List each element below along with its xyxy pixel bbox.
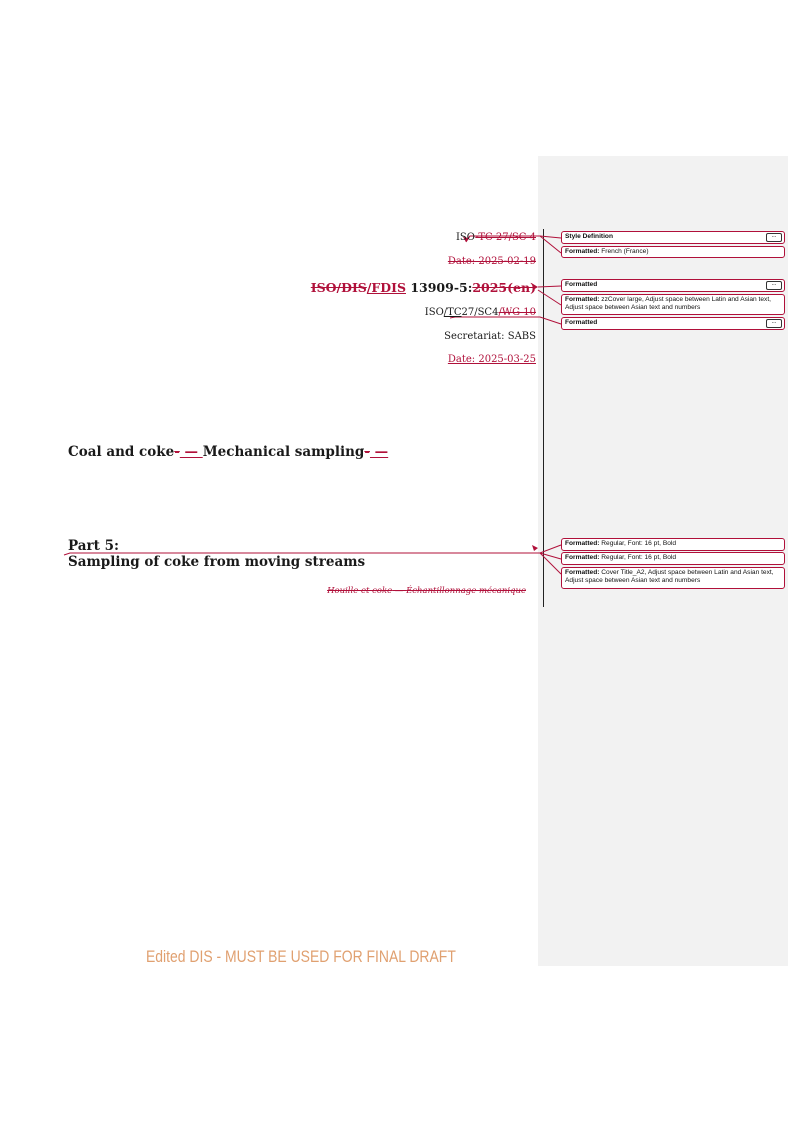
part-title: Sampling of coke from moving streams bbox=[68, 554, 366, 570]
comment-label: Formatted: bbox=[565, 569, 600, 576]
french-title-sep: — bbox=[392, 586, 407, 596]
header-date-deleted bbox=[300, 256, 536, 267]
committee-deleted: /WG 10 bbox=[498, 307, 536, 318]
connector-4 bbox=[538, 290, 561, 305]
docnum-inserted-prefix: /FDIS bbox=[366, 280, 406, 295]
comment-balloon-formatted-french[interactable] bbox=[561, 246, 785, 258]
comment-balloon-formatted-zzcover[interactable] bbox=[561, 294, 785, 315]
comment-label: Formatted bbox=[565, 319, 598, 326]
more-button[interactable]: ... bbox=[766, 281, 782, 290]
comment-balloon-formatted[interactable] bbox=[561, 279, 785, 292]
title-part-a: Coal and coke bbox=[68, 444, 175, 460]
connector-3 bbox=[538, 286, 561, 287]
comment-label: Formatted: bbox=[565, 554, 600, 561]
comment-balloon-formatted-regular-2[interactable] bbox=[561, 552, 785, 565]
comment-text: Regular, Font: 16 pt, Bold bbox=[599, 540, 677, 547]
comment-balloon-formatted-cover-title[interactable] bbox=[561, 567, 785, 589]
connector-2 bbox=[540, 236, 561, 253]
comment-label: Formatted: bbox=[565, 540, 600, 547]
comment-label: Formatted: bbox=[565, 248, 600, 255]
french-title bbox=[250, 586, 526, 596]
secretariat-text: Secretariat: SABS bbox=[444, 331, 536, 342]
comment-text: Cover Title_A2, Adjust space between Latin and Asian text, Adjust space between Asian text and numbers bbox=[565, 569, 774, 584]
title-deleted-1: - bbox=[174, 444, 180, 460]
comment-text: zzCover large, Adjust space between Latin and Asian text, Adjust space between Asian text and numbers bbox=[565, 296, 771, 311]
comment-balloon-formatted-2[interactable] bbox=[561, 317, 785, 330]
docnum-deleted-suffix: 2025(en) bbox=[472, 280, 536, 295]
secretariat bbox=[300, 331, 536, 342]
committee-body: 27/SC4 bbox=[461, 307, 499, 318]
document-number bbox=[250, 280, 536, 295]
header-date-inserted bbox=[300, 354, 536, 365]
committee-inserted: /TC bbox=[443, 307, 462, 318]
french-title-a: Houille et coke bbox=[327, 586, 393, 596]
committee-line bbox=[300, 307, 536, 318]
comment-text: French (France) bbox=[599, 248, 649, 255]
title-deleted-2: - bbox=[364, 444, 370, 460]
title-inserted-1: — bbox=[179, 444, 203, 460]
more-button[interactable]: ... bbox=[766, 319, 782, 328]
docnum-number: 13909-5: bbox=[405, 280, 473, 295]
comment-balloon-style-definition[interactable] bbox=[561, 231, 785, 244]
part-heading bbox=[68, 538, 538, 570]
french-title-b: Échantillonnage mécanique bbox=[406, 586, 526, 596]
watermark: Edited DIS - MUST BE USED FOR FINAL DRAFT bbox=[146, 947, 456, 966]
comment-text: Regular, Font: 16 pt, Bold bbox=[599, 554, 677, 561]
comment-label: Formatted: bbox=[565, 296, 600, 303]
main-title bbox=[68, 444, 538, 460]
comment-label: Formatted bbox=[565, 281, 598, 288]
more-button[interactable]: ... bbox=[766, 233, 782, 242]
title-inserted-2: — bbox=[369, 444, 389, 460]
comment-label: Style Definition bbox=[565, 233, 613, 240]
deleted-tc: -TC 27/SC 4 bbox=[475, 232, 536, 243]
part-label: Part 5: bbox=[68, 538, 119, 554]
docnum-deleted-prefix: ISO/DIS bbox=[310, 280, 367, 295]
title-part-b: Mechanical sampling bbox=[202, 444, 365, 460]
committee-prefix: ISO bbox=[424, 307, 444, 318]
header-line-iso bbox=[300, 232, 536, 243]
connector-5 bbox=[450, 317, 561, 324]
iso-prefix: ISO bbox=[455, 232, 476, 243]
inserted-date: Date: 2025-03-25 bbox=[447, 354, 536, 365]
comment-balloon-formatted-regular-1[interactable] bbox=[561, 538, 785, 551]
deleted-date: Date: 2025-02-19 bbox=[447, 256, 536, 267]
